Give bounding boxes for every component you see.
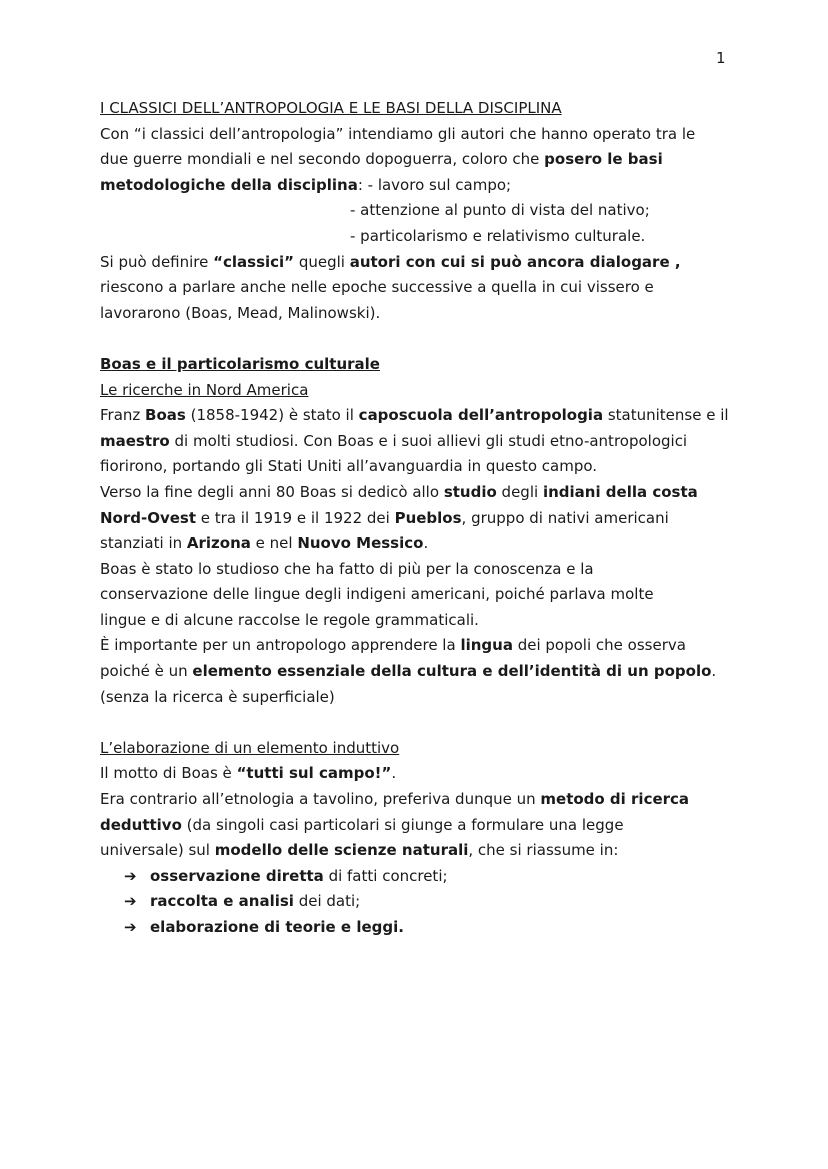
list-line: - attenzione al punto di vista del nativo; (350, 201, 650, 220)
list-item: ➔ raccolta e analisi dei dati; (100, 889, 740, 915)
paragraph-line: maestro di molti studiosi. Con Boas e i suoi allievi gli studi etno-antropologici (100, 431, 688, 450)
paragraph-line: poiché è un elemento essenziale della cultura e dell’identità di un popolo. (100, 662, 717, 681)
list-item: ➔ elaborazione di teorie e leggi. (100, 915, 740, 941)
page-number: 1 (716, 49, 726, 67)
paragraph-line: riescono a parlare anche nelle epoche successive a quella in cui vissero e (100, 278, 654, 297)
section-heading-classici: I CLASSICI DELL’ANTROPOLOGIA E LE BASI DELLA DISCIPLINA (100, 99, 562, 117)
paragraph-line: lingue e di alcune raccolse le regole grammaticali. (100, 610, 479, 629)
paragraph-line: deduttivo (da singoli casi particolari si giunge a formulare una legge (100, 815, 624, 834)
paragraph-line: stanziati in Arizona e nel Nuovo Messico. (100, 534, 429, 553)
paragraph-line: Era contrario all’etnologia a tavolino, preferiva dunque un metodo di ricerca (100, 790, 690, 809)
paragraph-line: metodologiche della disciplina: - lavoro sul campo; (100, 175, 512, 194)
paragraph-line: Verso la fine degli anni 80 Boas si dedicò allo studio degli indiani della costa (100, 482, 698, 501)
arrow-right-icon: ➔ (124, 918, 137, 936)
paragraph-line: È importante per un antropologo apprendere la lingua dei popoli che osserva (100, 636, 686, 655)
paragraph-line: Con “i classici dell’antropologia” intendiamo gli autori che hanno operato tra le (100, 124, 696, 143)
paragraph-line: fiorirono, portando gli Stati Uniti all’avanguardia in questo campo. (100, 457, 598, 476)
paragraph-line: universale) sul modello delle scienze naturali, che si riassume in: (100, 841, 619, 860)
paragraph-line: due guerre mondiali e nel secondo dopoguerra, coloro che posero le basi (100, 150, 663, 169)
section-heading-boas: Boas e il particolarismo culturale (100, 354, 380, 373)
document-body (100, 96, 740, 941)
paragraph-line: Franz Boas (1858-1942) è stato il caposcuola dell’antropologia statunitense e il (100, 406, 729, 425)
paragraph-line: Si può definire “classici” quegli autori con cui si può ancora dialogare , (100, 252, 681, 271)
paragraph-line: (senza la ricerca è superficiale) (100, 687, 335, 706)
section-heading-induttivo: L’elaborazione di un elemento induttivo (100, 738, 400, 757)
paragraph-line: Boas è stato lo studioso che ha fatto di più per la conoscenza e la (100, 559, 594, 578)
arrow-right-icon: ➔ (124, 866, 137, 885)
paragraph-line: conservazione delle lingue degli indigeni americani, poiché parlava molte (100, 585, 654, 604)
list-item: ➔ osservazione diretta di fatti concreti; (100, 864, 740, 890)
paragraph-line: lavorarono (Boas, Mead, Malinowski). (100, 303, 381, 322)
paragraph-line: Nord-Ovest e tra il 1919 e il 1922 dei Pueblos, gruppo di nativi americani (100, 508, 669, 527)
arrow-right-icon: ➔ (124, 892, 137, 911)
subheading-nord-america: Le ricerche in Nord America (100, 380, 309, 399)
paragraph-line: Il motto di Boas è “tutti sul campo!”. (100, 764, 397, 783)
list-line: - particolarismo e relativismo culturale. (350, 226, 646, 245)
